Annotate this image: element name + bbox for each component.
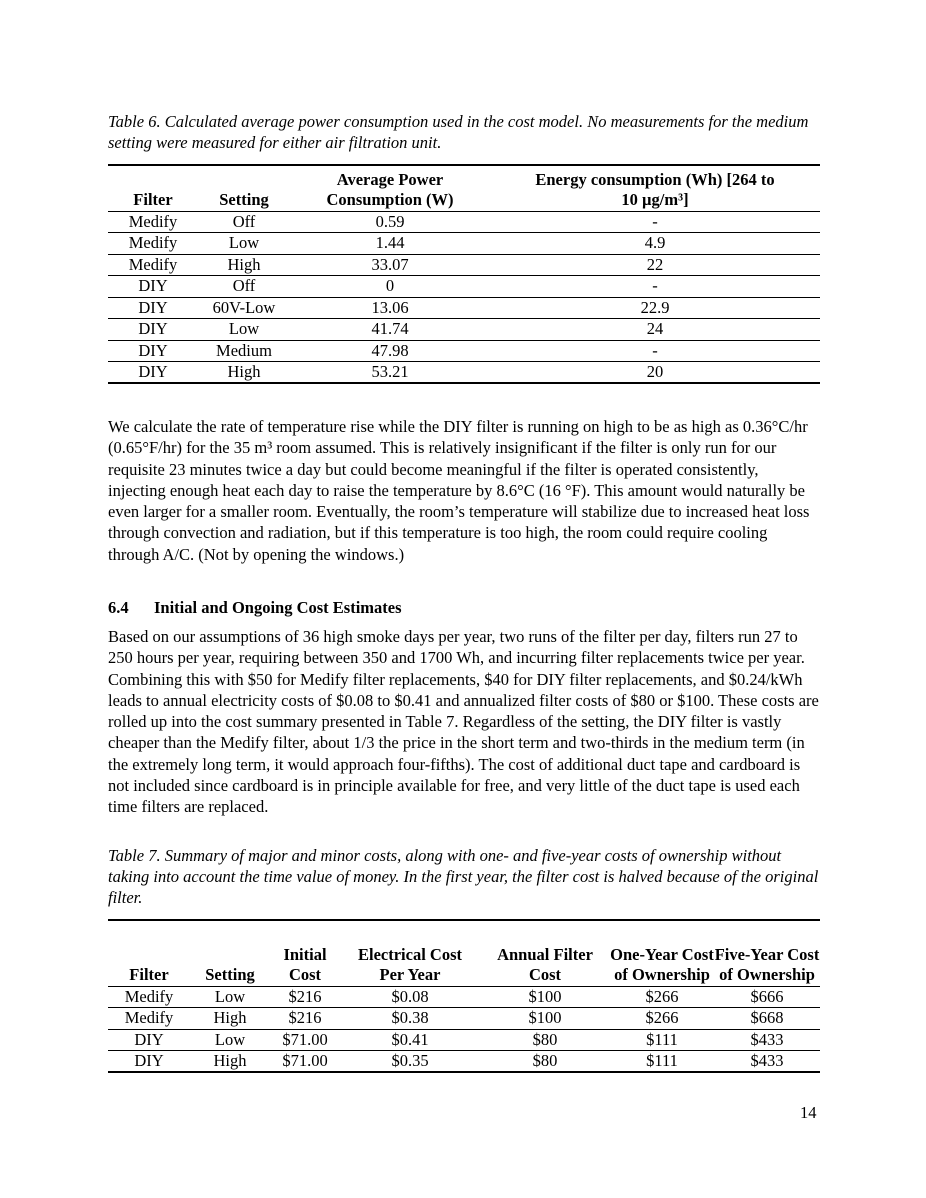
- table-cell: $80: [532, 1051, 558, 1070]
- table-cell: 0.59: [290, 211, 490, 233]
- table-cell: $0.35: [391, 1051, 429, 1070]
- table-cell: Off: [198, 276, 290, 298]
- table-cell: $0.41: [340, 1029, 480, 1051]
- table7-caption: Table 7. Summary of major and minor costs, along with one- and five-year costs of ownership without taking into account the time value of money. In the first year, the filter cost is halved because of the original filter.: [108, 846, 819, 907]
- table-cell: $266: [610, 1008, 714, 1030]
- table6-header-energy-consumption: Energy consumption (Wh) [264 to 10 µg/m³]: [490, 165, 820, 211]
- table-cell: Low: [198, 233, 290, 255]
- table-cell: $216: [270, 1008, 340, 1030]
- table-cell: Medify: [108, 986, 190, 1008]
- table7-cost-summary: [108, 919, 820, 1073]
- table-cell: 13.06: [290, 297, 490, 319]
- table-cell: 53.21: [371, 362, 409, 381]
- table-cell: 41.74: [290, 319, 490, 341]
- table-cell: Low: [190, 1029, 270, 1051]
- table-cell: Off: [198, 211, 290, 233]
- table-cell: $216: [270, 986, 340, 1008]
- table-row: [108, 254, 820, 276]
- table-cell: $266: [610, 986, 714, 1008]
- table-row: [108, 319, 820, 341]
- table7-header-one-year-cost: One-Year Cost of Ownership: [610, 920, 714, 986]
- table-cell: 22.9: [490, 297, 820, 319]
- table-cell: Medify: [108, 211, 198, 233]
- table-cell: Low: [190, 986, 270, 1008]
- section-heading: [108, 598, 402, 618]
- table7-header-electrical-cost: Electrical Cost Per Year: [340, 920, 480, 986]
- table-cell: 4.9: [490, 233, 820, 255]
- table-cell: High: [198, 254, 290, 276]
- table-cell: DIY: [138, 362, 168, 381]
- table-cell: $668: [714, 1008, 820, 1030]
- table6-header-average-power: Average Power Consumption (W): [290, 165, 490, 211]
- section-number: 6.4: [108, 598, 129, 617]
- table-cell: DIY: [108, 1029, 190, 1051]
- table-cell: 60V-Low: [198, 297, 290, 319]
- page-number: 14: [800, 1103, 817, 1122]
- table-row: [108, 1008, 820, 1030]
- table-cell: Low: [198, 319, 290, 341]
- table7-header-five-year-cost: Five-Year Cost of Ownership: [714, 920, 820, 986]
- table-cell: DIY: [108, 340, 198, 362]
- table-cell: High: [213, 1051, 247, 1070]
- table-row: [108, 233, 820, 255]
- section-title: Initial and Ongoing Cost Estimates: [154, 598, 402, 617]
- table-row: [108, 362, 820, 384]
- table-cell: DIY: [108, 297, 198, 319]
- table-cell: DIY: [134, 1051, 164, 1070]
- table-cell: Medium: [198, 340, 290, 362]
- table-cell: -: [490, 340, 820, 362]
- table-cell: $0.08: [340, 986, 480, 1008]
- table7-header-annual-filter-cost: Annual Filter Cost: [480, 920, 610, 986]
- table-cell: 0: [290, 276, 490, 298]
- table-cell: Medify: [108, 254, 198, 276]
- table-cell: 22: [490, 254, 820, 276]
- table-cell: $433: [750, 1051, 784, 1070]
- table-row: [108, 340, 820, 362]
- table-cell: -: [490, 211, 820, 233]
- table-cell: 33.07: [290, 254, 490, 276]
- table-cell: $433: [714, 1029, 820, 1051]
- table7-header-initial-cost: Initial Cost: [270, 920, 340, 986]
- table-cell: Medify: [108, 1008, 190, 1030]
- table-cell: DIY: [108, 276, 198, 298]
- table6-header-setting: Setting: [198, 165, 290, 211]
- table-cell: $80: [480, 1029, 610, 1051]
- table-row: [108, 1029, 820, 1051]
- table-row: [108, 986, 820, 1008]
- table-cell: $666: [714, 986, 820, 1008]
- table7-header-row: [108, 920, 820, 986]
- table-cell: Medify: [108, 233, 198, 255]
- paragraph-cost-estimates: Based on our assumptions of 36 high smoke days per year, two runs of the filter per day, filters run 27 to 250 hours per year, requiring between 350 and 1700 Wh, and incurring filter replacements twice per year. Combining this with $50 for Medify filter replacements, $40 for DIY filter replacements, and $0.24/kWh leads to annual electricity costs of $0.08 to $0.41 and annualized filter costs of $80 or $100. These costs are rolled up into the cost summary presented in Table 7. Regardless of the setting, the DIY filter is vastly cheaper than the Medify filter, about 1/3 the price in the short term and two-thirds in the medium term (in the extremely long term, it would approach four-fifths). The cost of additional duct tape and cardboard is not included since cardboard is in principle available for free, and very little of the duct tape is used each time filters are replaced.: [108, 627, 819, 817]
- table6-header-filter: Filter: [108, 165, 198, 211]
- table-cell: DIY: [108, 319, 198, 341]
- table-cell: $111: [610, 1029, 714, 1051]
- table-cell: High: [227, 362, 261, 381]
- table-cell: $111: [646, 1051, 678, 1070]
- table-cell: $100: [480, 1008, 610, 1030]
- table-cell: High: [190, 1008, 270, 1030]
- table-cell: $0.38: [340, 1008, 480, 1030]
- table-row: [108, 276, 820, 298]
- table6-caption: Table 6. Calculated average power consumption used in the cost model. No measurements for the medium setting were measured for either air filtration unit.: [108, 112, 809, 152]
- table-cell: 47.98: [290, 340, 490, 362]
- table6-header-row: [108, 165, 820, 211]
- table-row: [108, 211, 820, 233]
- table-cell: -: [490, 276, 820, 298]
- table-row: [108, 1051, 820, 1073]
- table6-power-consumption: [108, 164, 820, 384]
- table7-header-setting: Setting: [190, 920, 270, 986]
- table-cell: $71.00: [282, 1051, 328, 1070]
- table7-header-filter: Filter: [108, 920, 190, 986]
- table-cell: 24: [490, 319, 820, 341]
- paragraph-temperature-rise: We calculate the rate of temperature rise while the DIY filter is running on high to be as high as 0.36°C/hr (0.65°F/hr) for the 35 m³ room assumed. This is relatively insignificant if the filter is only run for our requisite 23 minutes twice a day but could become meaningful if the filter is operated consistently, injecting enough heat each day to raise the temperature by 8.6°C (16 °F). This amount would naturally be even larger for a smaller room. Eventually, the room’s temperature will stabilize due to increased heat loss through convection and radiation, but if this temperature is too high, the room could require cooling through A/C. (Not by opening the windows.): [108, 417, 810, 564]
- table-cell: $71.00: [270, 1029, 340, 1051]
- table-cell: $100: [480, 986, 610, 1008]
- table-row: [108, 297, 820, 319]
- table-cell: 20: [646, 362, 664, 381]
- table-cell: 1.44: [290, 233, 490, 255]
